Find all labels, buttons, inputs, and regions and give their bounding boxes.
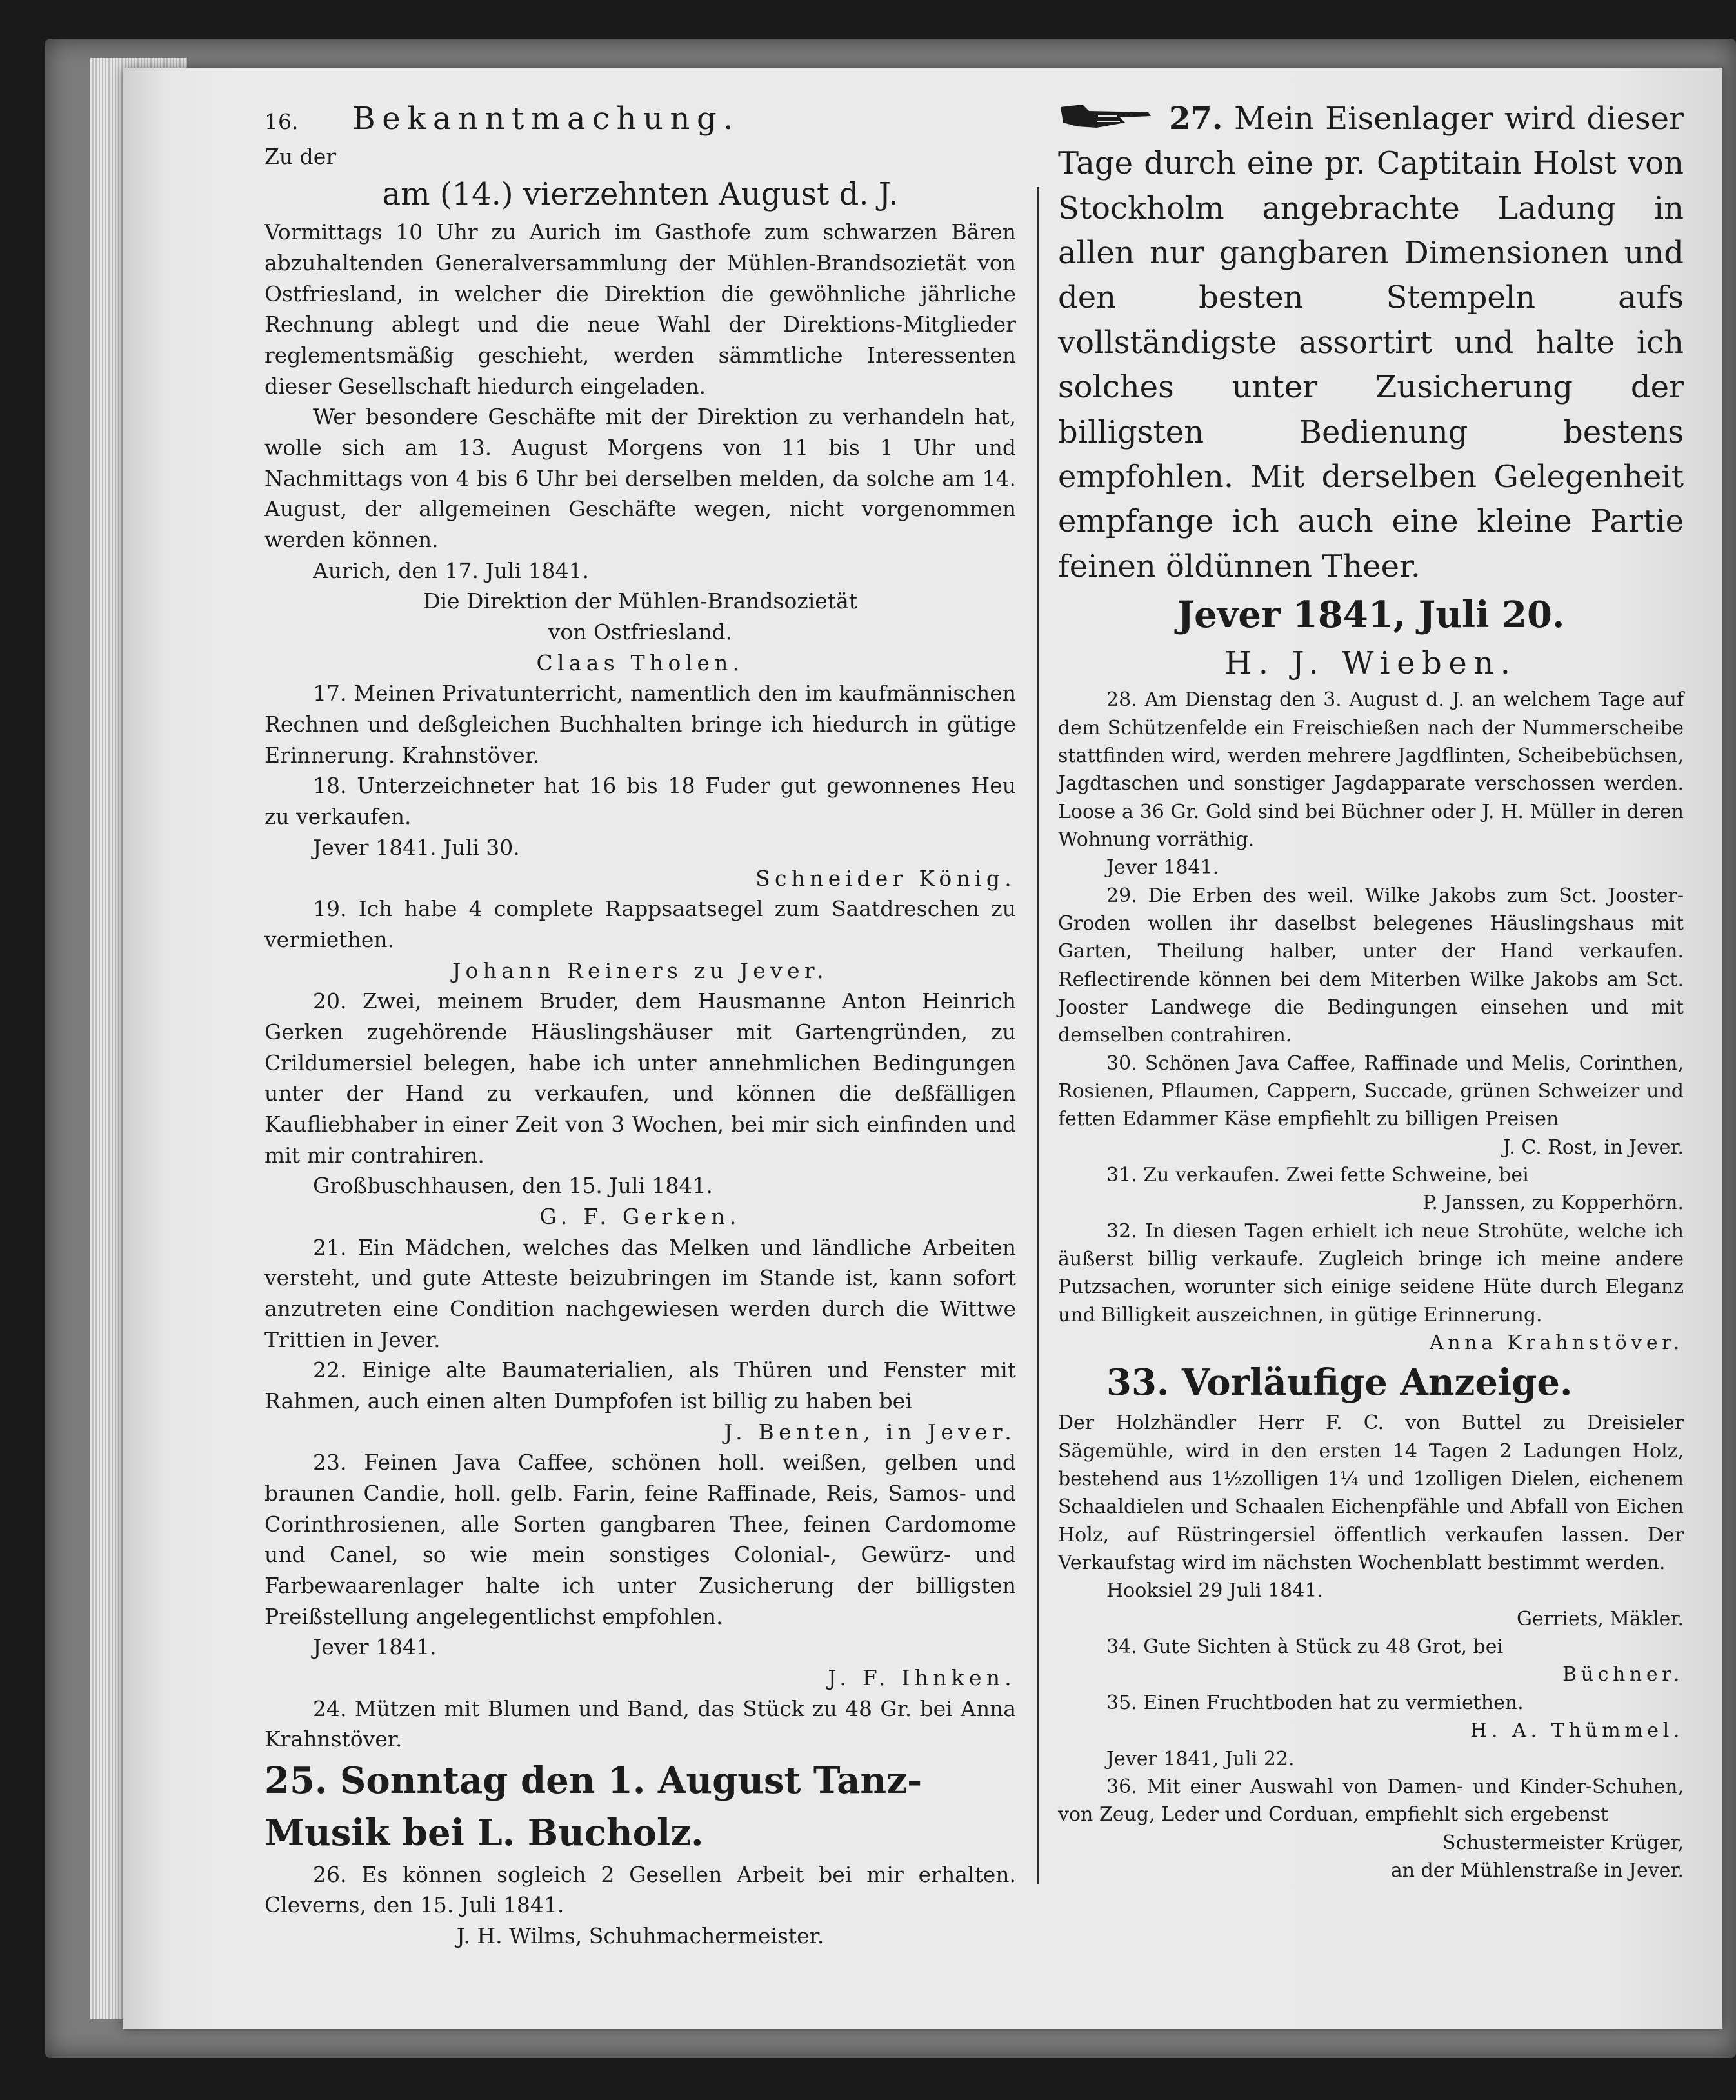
- notice-23: 23. Feinen Java Caffee, schönen holl. weißen, gelben und braunen Candie, holl. gelb. Farin, feine Raffinade, Reis, Samos- und Corinthrosienen, alle Sorten gangbaren Thee, feinen Cardomome und Canel, so wie mein sonstiges Colonial-, Gewürz- und Farbewaarenlager halte ich unter Zusicherung der billigsten Preißstellung angelegentlichst empfohlen.: [264, 1450, 1016, 1629]
- notice-17: 17. Meinen Privatunterricht, namentlich den im kaufmännischen Rechnen und deßgleichen Buchhalten bringe ich hiedurch in gütige Erinnerung. Krahnstöver.: [264, 681, 1016, 768]
- notice-16-body: Vormittags 10 Uhr zu Aurich im Gasthofe zum schwarzen Bären abzuhaltenden Generalversammlung der Mühlen-Brandsozietät von Ostfriesland, in welcher die Direktion die gewöhnliche jährliche Rechnung ablegt und die neue Wahl der Direktions-Mitglieder reglementsmäßig geschieht, werden sämmtliche Interessenten dieser Gesellschaft hiedurch eingeladen.: [264, 219, 1016, 399]
- notice-16-line2: am (14.) vierzehnten August d. J.: [382, 176, 899, 213]
- notice-36: 36. Mit einer Auswahl von Damen- und Kinder-Schuhen, von Zeug, Leder und Corduan, empfiehlt sich ergebenst: [1058, 1775, 1684, 1826]
- notice-33: Der Holzhändler Herr F. C. von Buttel zu Dreisieler Sägemühle, wird in den ersten 14 Tagen 2 Ladungen Holz, bestehend aus 1½zolligen 1¼ und 1zolligen Dielen, eichenem Schaaldielen und Schaalen Eichenpfähle und Abfall von Eichen Holz, auf Rüstringersiel öffentlich verkaufen lassen. Der Verkaufstag wird im nächsten Wochenblatt bestimmt werden.: [1058, 1412, 1684, 1575]
- notice-36-signature-2: an der Mühlenstraße in Jever.: [1390, 1859, 1684, 1882]
- notice-33-date: Hooksiel 29 Juli 1841.: [1106, 1579, 1324, 1603]
- notice-18-signature: Schneider König.: [755, 865, 1016, 891]
- notice-16-signature-3: Claas Tholen.: [536, 650, 744, 675]
- notice-35-signature: H. A. Thümmel.: [1470, 1719, 1684, 1743]
- notice-20: 20. Zwei, meinem Bruder, dem Hausmanne Anton Heinrich Gerken zugehörende Häuslingshäuser mit Gartengründen, zu Crildumersiel belegen, habe ich unter annehmlichen Bedingungen unter der Hand zu verkaufen, und können die deßfälligen Kaufliebhaber in einer Zeit von 3 Wochen, bei mir sich einfinden und mit mir contrahiren.: [264, 988, 1016, 1168]
- notice-24: 24. Mützen mit Blumen und Band, das Stück zu 48 Gr. bei Anna Krahnstöver.: [264, 1695, 1016, 1752]
- notice-27: 27. Mein Eisenlager wird dieser Tage durch eine pr. Captitain Holst von Stockholm angebrachte Ladung in allen nur gangbaren Dimensionen und den besten Stempeln aufs vollständigste assortirt und halte ich solches unter Zusicherung der billigsten Bedienung bestens empfohlen. Mit derselben Gelegenheit empfange ich auch eine kleine Partie feinen öldünnen Theer.: [1058, 97, 1684, 589]
- notice-33-signature: Gerriets, Mäkler.: [1517, 1607, 1684, 1630]
- notice-16-line1: Zu der: [264, 144, 337, 170]
- pointing-hand-icon: [1058, 97, 1155, 133]
- notice-33-title: 33. Vorläufige Anzeige.: [1106, 1361, 1573, 1405]
- notice-27-signature: H. J. Wieben.: [1224, 645, 1517, 681]
- left-column: [264, 97, 1016, 1952]
- notice-30: 30. Schönen Java Caffee, Raffinade und Melis, Corinthen, Rosienen, Pflaumen, Cappern, Succade, grünen Schweizer und fetten Edammer Käse empfiehlt zu billigen Preisen: [1058, 1052, 1684, 1131]
- notice-25-line2: Musik bei L. Bucholz.: [264, 1811, 704, 1854]
- notice-31-signature: P. Janssen, zu Kopperhörn.: [1422, 1192, 1684, 1215]
- notice-18-date: Jever 1841. Juli 30.: [313, 834, 520, 860]
- column-divider: [1037, 187, 1039, 1884]
- notice-35-date: Jever 1841, Juli 22.: [1106, 1747, 1295, 1770]
- notice-16-date: Aurich, den 17. Juli 1841.: [313, 557, 590, 583]
- notice-16-signature-2: von Ostfriesland.: [548, 619, 733, 645]
- notice-19: 19. Ich habe 4 complete Rappsaatsegel zum Saatdreschen zu vermiethen.: [264, 896, 1016, 952]
- notice-31: 31. Zu verkaufen. Zwei fette Schweine, bei: [1106, 1164, 1529, 1187]
- notice-20-date: Großbuschhausen, den 15. Juli 1841.: [313, 1173, 713, 1199]
- notice-21: 21. Ein Mädchen, welches das Melken und ländliche Arbeiten versteht, und gute Atteste beizubringen im Stande ist, kann sofort anzutreten eine Condition nachgewiesen werden durch die Wittwe Trittien in Jever.: [264, 1234, 1016, 1352]
- notice-32: 32. In diesen Tagen erhielt ich neue Strohüte, welche ich äußerst billig verkaufe. Zugleich bringe ich meine andere Putzsachen, worunter sich einige seidene Hüte durch Eleganz und Billigkeit auszeichnen, in gütige Erinnerung.: [1058, 1219, 1684, 1326]
- notice-28: 28. Am Dienstag den 3. August d. J. an welchem Tage auf dem Schützenfelde ein Freischießen nach der Nummerscheibe stattfinden wird, werden mehrere Jagdflinten, Scheibebüchsen, Jagdtaschen und sonstiger Jagdapparate verschossen werden. Loose a 36 Gr. Gold sind bei Büchner oder J. H. Müller in deren Wohnung vorräthig.: [1058, 688, 1684, 851]
- notice-16-heading: 16. Bekanntmachung.: [264, 101, 741, 137]
- notice-23-date: Jever 1841.: [313, 1634, 437, 1660]
- notice-16-signature-1: Die Direktion der Mühlen-Brandsozietät: [423, 588, 858, 614]
- notice-36-signature-1: Schustermeister Krüger,: [1442, 1831, 1684, 1854]
- notice-16-body2: Wer besondere Geschäfte mit der Direktion zu verhandeln hat, wolle sich am 13. August Morgens von 11 bis 1 Uhr und Nachmittags von 4 bis 6 Uhr bei derselben melden, da solche am 14. August, der allgemeinen Geschäfte wegen, nicht vorgenommen werden können.: [264, 404, 1016, 553]
- notice-23-signature: J. F. Ihnken.: [828, 1665, 1016, 1690]
- notice-26-signature: J. H. Wilms, Schuhmachermeister.: [456, 1923, 824, 1949]
- notice-35: 35. Einen Fruchtboden hat zu vermiethen.: [1106, 1691, 1524, 1714]
- notice-22: 22. Einige alte Baumaterialien, als Thüren und Fenster mit Rahmen, auch einen alten Dumpfofen ist billig zu haben bei: [264, 1357, 1016, 1414]
- notice-18: 18. Unterzeichneter hat 16 bis 18 Fuder gut gewonnenes Heu zu verkaufen.: [264, 773, 1016, 830]
- notice-28-date: Jever 1841.: [1106, 856, 1219, 879]
- notice-29: 29. Die Erben des weil. Wilke Jakobs zum Sct. Jooster-Groden wollen ihr daselbst belegenes Häuslingshaus mit Garten, Theilung halber, unter der Hand verkaufen. Reflectirende können bei dem Miterben Wilke Jakobs am Sct. Jooster Landwege die Bedingungen einsehen und mit demselben contrahiren.: [1058, 884, 1684, 1047]
- notice-19-signature: Johann Reiners zu Jever.: [452, 957, 828, 983]
- notice-26: 26. Es können sogleich 2 Gesellen Arbeit bei mir erhalten. Cleverns, den 15. Juli 1841.: [264, 1861, 1016, 1918]
- notice-25-line1: 25. Sonntag den 1. August Tanz-: [264, 1759, 923, 1802]
- right-column: [1058, 97, 1684, 1885]
- notice-27-date: Jever 1841, Juli 20.: [1177, 593, 1565, 636]
- notice-32-signature: Anna Krahnstöver.: [1429, 1332, 1684, 1355]
- notice-34-signature: Büchner.: [1562, 1663, 1684, 1686]
- notice-20-signature: G. F. Gerken.: [539, 1203, 741, 1229]
- notice-30-signature: J. C. Rost, in Jever.: [1502, 1135, 1684, 1159]
- notice-22-signature: J. Benten, in Jever.: [724, 1419, 1016, 1445]
- notice-34: 34. Gute Sichten à Stück zu 48 Grot, bei: [1106, 1635, 1504, 1659]
